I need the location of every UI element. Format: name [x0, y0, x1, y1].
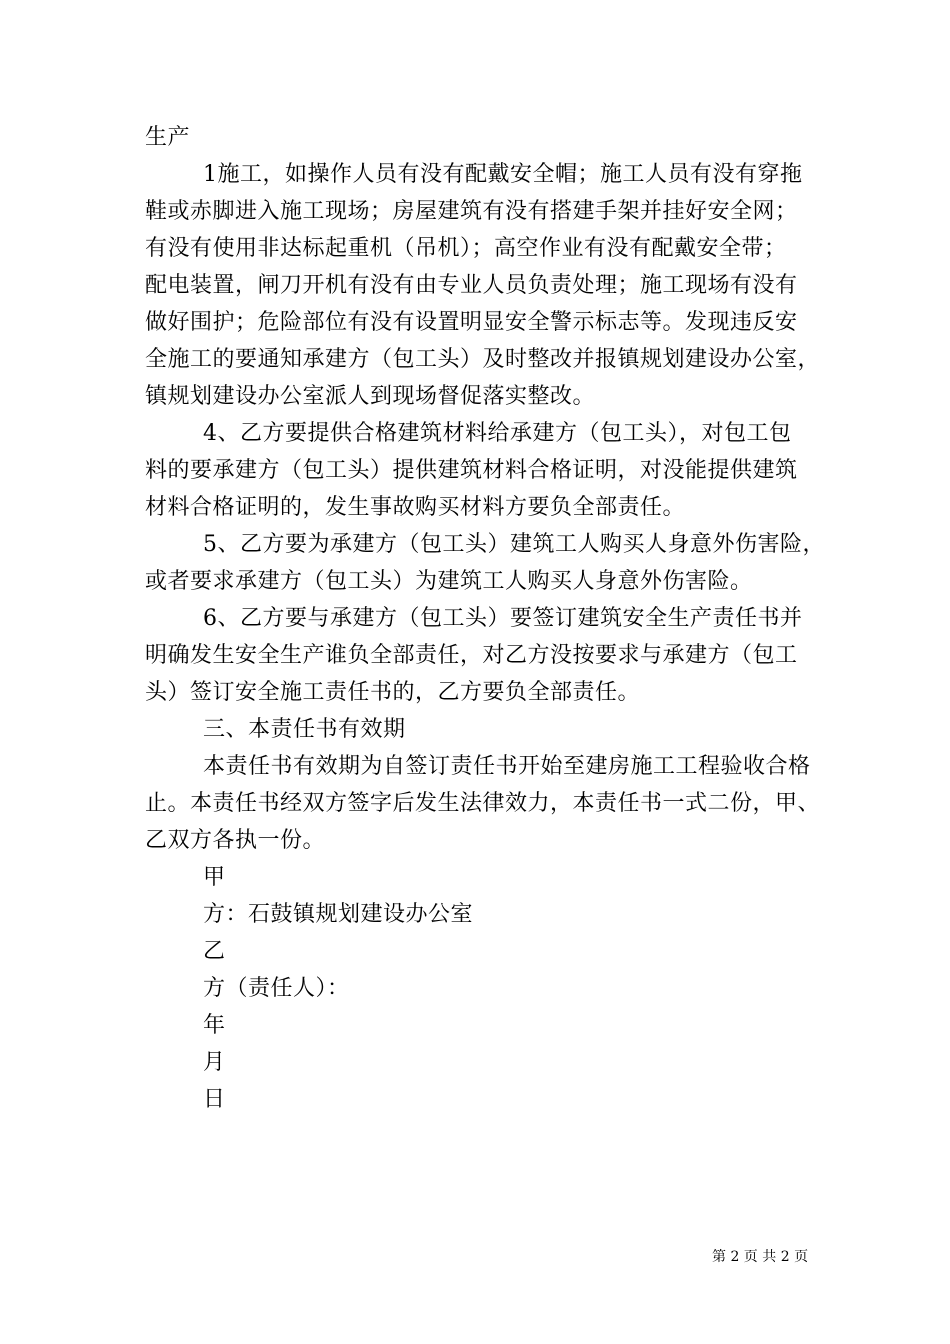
- date-day-label: 日: [203, 1087, 226, 1112]
- text-line: 全施工的要通知承建方（包工头）及时整改并报镇规划建设办公室，: [145, 347, 821, 372]
- text-line: 或者要求承建方（包工头）为建筑工人购买人身意外伤害险。: [145, 569, 753, 594]
- text-line: 有没有使用非达标起重机（吊机）；高空作业有没有配戴安全带；: [145, 236, 787, 261]
- text-line: 5、乙方要为承建方（包工头）建筑工人购买人身意外伤害险，: [203, 532, 825, 557]
- text-line: 做好围护；危险部位有没有设置明显安全警示标志等。发现违反安: [145, 310, 798, 335]
- text-line: 本责任书有效期为自签订责任书开始至建房施工工程验收合格: [203, 754, 811, 779]
- text-line: 1施工，如操作人员有没有配戴安全帽；施工人员有没有穿拖: [203, 162, 803, 187]
- signature-party-b-name: 方（责任人）：: [203, 976, 350, 1001]
- text-line: 止。本责任书经双方签字后发生法律效力，本责任书一式二份，甲、: [145, 791, 821, 816]
- text-line: 镇规划建设办公室派人到现场督促落实整改。: [145, 384, 596, 409]
- text-line: 明确发生安全生产谁负全部责任，对乙方没按要求与承建方（包工: [145, 643, 798, 668]
- text-line: 头）签订安全施工责任书的，乙方要负全部责任。: [145, 680, 641, 705]
- section-heading: 三、本责任书有效期: [203, 717, 406, 742]
- text-line: 材料合格证明的，发生事故购买材料方要负全部责任。: [145, 495, 686, 520]
- text-line: 料的要承建方（包工头）提供建筑材料合格证明，对没能提供建筑: [145, 458, 798, 483]
- text-line: 乙双方各执一份。: [145, 828, 326, 853]
- text-line: 鞋或赤脚进入施工现场；房屋建筑有没有搭建手架并挂好安全网；: [145, 199, 798, 224]
- text-line: 生产: [145, 125, 191, 150]
- date-month-label: 月: [203, 1050, 226, 1075]
- text-line: 6、乙方要与承建方（包工头）要签订建筑安全生产责任书并: [203, 606, 803, 631]
- signature-party-a-label: 甲: [203, 865, 226, 890]
- page-number-footer: 第 2 页 共 2 页: [712, 1249, 809, 1265]
- signature-party-a-name: 方：石鼓镇规划建设办公室: [203, 902, 474, 927]
- text-line: 配电装置，闸刀开机有没有由专业人员负责处理；施工现场有没有: [145, 273, 798, 298]
- signature-party-b-label: 乙: [203, 939, 226, 964]
- date-year-label: 年: [203, 1013, 226, 1038]
- text-line: 4、乙方要提供合格建筑材料给承建方（包工头），对包工包: [203, 421, 792, 446]
